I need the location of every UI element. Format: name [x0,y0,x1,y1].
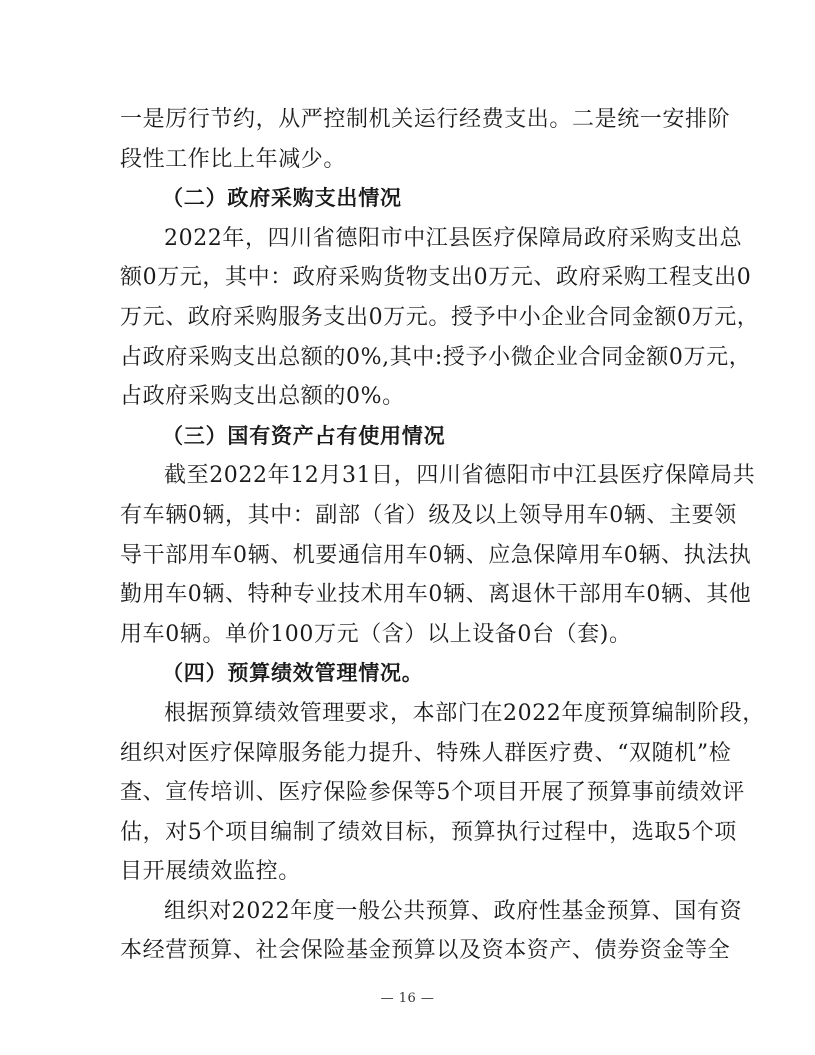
text-line: 勤用车0辆、特种专业技术用车0辆、离退休干部用车0辆、其他 [120,582,752,608]
text-line: 有车辆0辆，其中：副部（省）级及以上领导用车0辆、主要领 [120,502,737,528]
page-number: — 16 — [380,991,435,1006]
text-line: 万元、政府采购服务支出0万元。授予中小企业合同金额0万元， [120,304,760,330]
text-line: 用车0辆。单价100万元（含）以上设备0台（套)。 [120,621,632,647]
section-heading: （四）预算绩效管理情况。 [162,661,424,686]
text-line: 段性工作比上年减少。 [120,146,347,172]
text-line: 截至2022年12月31日，四川省德阳市中江县医疗保障局共 [164,463,756,489]
text-line: 占政府采购支出总额的0%,其中:授予小微企业合同金额0万元， [120,344,752,370]
text-line: 占政府采购支出总额的0%。 [120,384,405,410]
paragraph [120,892,743,971]
paragraph [120,100,731,179]
text-line: 组织对医疗保障服务能力提升、特殊人群医疗费、“双随机”检 [120,740,732,766]
text-line: 导干部用车0辆、机要通信用车0辆、应急保障用车0辆、执法执 [120,542,752,568]
text-line: 额0万元，其中：政府采购货物支出0万元、政府采购工程支出0 [120,265,752,291]
paragraph [120,456,756,654]
section-heading: （二）政府采购支出情况 [162,186,402,211]
paragraph [120,219,760,417]
paragraph [120,694,765,892]
text-line: 根据预算绩效管理要求，本部门在2022年度预算编制阶段， [164,700,765,726]
text-line: 目开展绩效监控。 [120,859,301,885]
text-line: 组织对2022年度一般公共预算、政府性基金预算、国有资 [164,898,743,924]
text-line: 一是厉行节约，从严控制机关运行经费支出。二是统一安排阶 [120,107,731,132]
text-line: 估，对5个项目编制了绩效目标，预算执行过程中，选取5个项 [120,819,737,845]
text-line: 查、宣传培训、医疗保险参保等5个项目开展了预算事前绩效评 [120,780,745,806]
document-body [120,100,765,971]
text-line: 本经营预算、社会保险基金预算以及资本资产、债券资金等全 [120,938,731,964]
text-line: 2022年，四川省德阳市中江县医疗保障局政府采购支出总 [164,225,743,251]
section-heading: （三）国有资产占有使用情况 [162,423,446,448]
